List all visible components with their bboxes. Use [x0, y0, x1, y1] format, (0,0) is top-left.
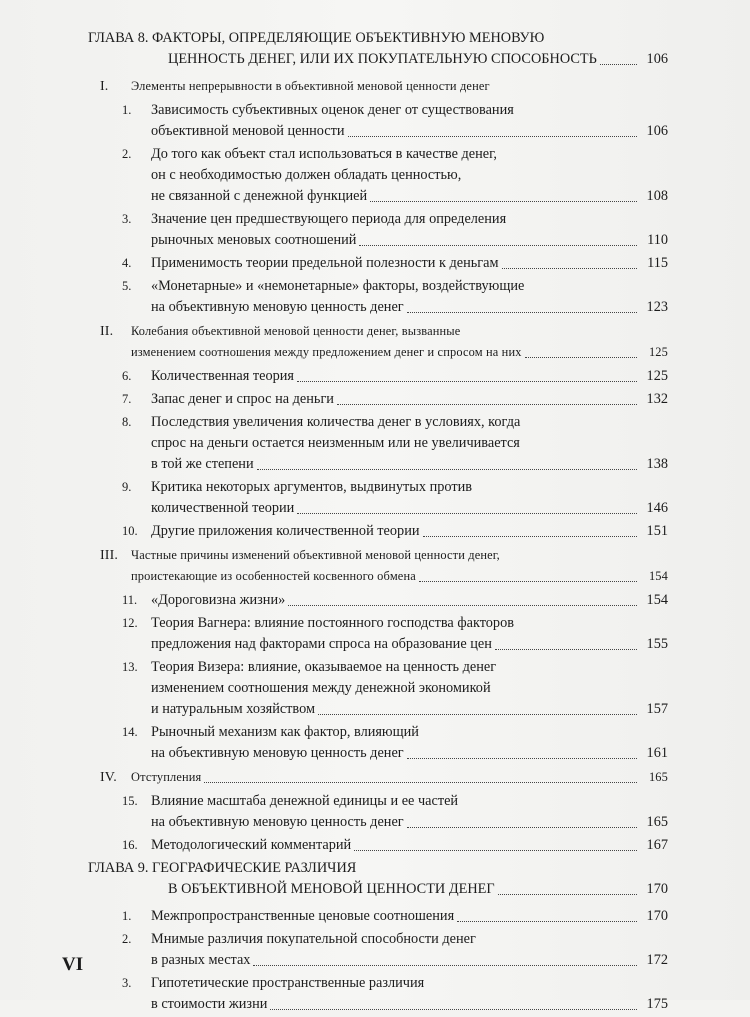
- subsection-title-text: объективной меновой ценности: [151, 123, 345, 139]
- subsection-page-number: 151: [646, 523, 668, 539]
- subsection-title-text: Влияние масштаба денежной единицы и ее частей: [151, 793, 459, 809]
- subsection-title-text: Методологический комментарий: [151, 837, 352, 853]
- subsection-line: [88, 929, 668, 950]
- subsection-line: [88, 230, 668, 251]
- subsection-line: [88, 634, 668, 655]
- subsection-title-text: рыночных меновых соотношений: [151, 232, 357, 248]
- subsection-number: 3.: [122, 212, 132, 226]
- subsection-line: [88, 743, 668, 764]
- subsection-title-text: Значение цен предшествующего периода для определения: [151, 211, 507, 227]
- dot-leader: [204, 782, 637, 783]
- chapter-entry: [88, 28, 668, 70]
- subsection-page-number: 123: [646, 299, 668, 315]
- subsection-page-number: 170: [646, 908, 668, 924]
- subsection-title-text: Применимость теории предельной полезности к деньгам: [151, 255, 499, 271]
- chapter-line: [88, 28, 668, 49]
- subsection-line: [88, 521, 668, 542]
- subsection-line: [88, 412, 668, 433]
- subsection-title-text: Запас денег и спрос на деньги: [151, 391, 334, 407]
- subsection-title-text: «Дороговизна жизни»: [151, 592, 286, 608]
- subsection-entry: [88, 412, 668, 475]
- section-title-text: Отступления: [131, 770, 202, 784]
- subsection-number: 7.: [122, 392, 132, 406]
- section-line: [88, 321, 668, 342]
- subsection-page-number: 108: [646, 188, 668, 204]
- subsection-title-text: количественной теории: [151, 500, 295, 516]
- subsection-line: [88, 209, 668, 230]
- dot-leader: [600, 64, 637, 65]
- section-entry: [88, 545, 668, 587]
- subsection-page-number: 110: [647, 232, 668, 248]
- subsection-line: [88, 165, 668, 186]
- dot-leader: [257, 469, 637, 470]
- subsection-line: [88, 906, 668, 927]
- subsection-line: [88, 994, 668, 1015]
- subsection-page-number: 175: [646, 996, 668, 1012]
- subsection-title-text: Критика некоторых аргументов, выдвинутых против: [151, 479, 473, 495]
- subsection-line: [88, 835, 668, 856]
- subsection-title-text: Зависимость субъективных оценок денег от существования: [151, 102, 514, 118]
- chapter-page-number: 170: [646, 881, 668, 897]
- subsection-line: [88, 791, 668, 812]
- subsection-number: 3.: [122, 976, 132, 990]
- subsection-entry: [88, 253, 668, 274]
- subsection-entry: [88, 906, 668, 927]
- dot-leader: [359, 245, 637, 246]
- subsection-title-text: на объективную меновую ценность денег: [151, 745, 404, 761]
- subsection-title-text: Рыночный механизм как фактор, влияющий: [151, 724, 419, 740]
- subsection-title-text: предложения над факторами спроса на образование цен: [151, 636, 492, 652]
- subsection-line: [88, 389, 668, 410]
- subsection-title-text: на объективную меновую ценность денег: [151, 299, 404, 315]
- subsection-page-number: 138: [646, 456, 668, 472]
- dot-leader: [407, 827, 637, 828]
- section-line: [88, 566, 668, 587]
- subsection-page-number: 106: [646, 123, 668, 139]
- subsection-line: [88, 297, 668, 318]
- section-number: II.: [100, 324, 114, 339]
- subsection-number: 8.: [122, 415, 132, 429]
- subsection-title-text: «Монетарные» и «немонетарные» факторы, воздействующие: [151, 278, 525, 294]
- subsection-number: 5.: [122, 279, 132, 293]
- subsection-number: 2.: [122, 147, 132, 161]
- subsection-number: 2.: [122, 932, 132, 946]
- subsection-entry: [88, 791, 668, 833]
- subsection-entry: [88, 657, 668, 720]
- section-entry: [88, 76, 668, 97]
- subsection-page-number: 132: [646, 391, 668, 407]
- subsection-entry: [88, 613, 668, 655]
- subsection-page-number: 157: [646, 701, 668, 717]
- subsection-entry: [88, 276, 668, 318]
- subsection-line: [88, 699, 668, 720]
- subsection-line: [88, 722, 668, 743]
- subsection-entry: [88, 477, 668, 519]
- subsection-entry: [88, 722, 668, 764]
- subsection-title-text: спрос на деньги остается неизменным или не увеличивается: [151, 435, 520, 451]
- subsection-line: [88, 678, 668, 699]
- section-line: [88, 342, 668, 363]
- subsection-number: 6.: [122, 369, 132, 383]
- subsection-entry: [88, 100, 668, 142]
- subsection-page-number: 154: [646, 592, 668, 608]
- section-title-text: Элементы непрерывности в объективной меновой ценности денег: [131, 79, 490, 93]
- subsection-number: 10.: [122, 524, 138, 538]
- subsection-number: 1.: [122, 103, 132, 117]
- subsection-line: [88, 477, 668, 498]
- subsection-entry: [88, 209, 668, 251]
- subsection-title-text: Гипотетические пространственные различия: [151, 975, 425, 991]
- subsection-page-number: 146: [646, 500, 668, 516]
- subsection-number: 14.: [122, 725, 138, 739]
- subsection-line: [88, 186, 668, 207]
- subsection-line: [88, 950, 668, 971]
- dot-leader: [297, 381, 637, 382]
- section-title-text: проистекающие из особенностей косвенного обмена: [131, 569, 416, 583]
- subsection-line: [88, 366, 668, 387]
- subsection-line: [88, 121, 668, 142]
- section-entry: [88, 767, 668, 788]
- subsection-title-text: не связанной с денежной функцией: [151, 188, 368, 204]
- chapter-page-number: 106: [646, 51, 668, 67]
- subsection-page-number: 172: [646, 952, 668, 968]
- section-entry: [88, 321, 668, 363]
- subsection-page-number: 165: [646, 814, 668, 830]
- subsection-number: 16.: [122, 838, 138, 852]
- subsection-title-text: в разных местах: [151, 952, 251, 968]
- subsection-title-text: Межпропространственные ценовые соотношения: [151, 908, 455, 924]
- subsection-title-text: Последствия увеличения количества денег в условиях, когда: [151, 414, 521, 430]
- table-of-contents: [88, 28, 668, 1017]
- subsection-number: 12.: [122, 616, 138, 630]
- section-title-text: Колебания объективной меновой ценности денег, вызванные: [131, 324, 461, 338]
- dot-leader: [288, 605, 637, 606]
- chapter-title-text: ЦЕННОСТЬ ДЕНЕГ, ИЛИ ИХ ПОКУПАТЕЛЬНУЮ СПОСОБНОСТЬ: [168, 51, 597, 67]
- dot-leader: [318, 714, 637, 715]
- section-line: [88, 767, 668, 788]
- subsection-number: 11.: [122, 593, 138, 607]
- dot-leader: [525, 357, 637, 358]
- section-number: IV.: [100, 770, 117, 785]
- section-page-number: 165: [648, 770, 668, 784]
- subsection-title-text: и натуральным хозяйством: [151, 701, 316, 717]
- subsection-number: 13.: [122, 660, 138, 674]
- subsection-number: 1.: [122, 909, 132, 923]
- chapter-title-text: ГЛАВА 8. ФАКТОРЫ, ОПРЕДЕЛЯЮЩИЕ ОБЪЕКТИВНУЮ МЕНОВУЮ: [88, 30, 545, 46]
- chapter-line: [88, 879, 668, 900]
- subsection-number: 9.: [122, 480, 132, 494]
- subsection-entry: [88, 929, 668, 971]
- subsection-line: [88, 657, 668, 678]
- subsection-line: [88, 590, 668, 611]
- dot-leader: [337, 404, 637, 405]
- subsection-entry: [88, 144, 668, 207]
- chapter-line: [88, 49, 668, 70]
- subsection-line: [88, 498, 668, 519]
- page-number-footer: VI: [62, 954, 84, 975]
- section-title-text: Частные причины изменений объективной меновой ценности денег,: [131, 548, 500, 562]
- subsection-title-text: в стоимости жизни: [151, 996, 268, 1012]
- section-line: [88, 76, 668, 97]
- dot-leader: [354, 850, 637, 851]
- section-number: I.: [100, 79, 109, 94]
- subsection-title-text: изменением соотношения между денежной экономикой: [151, 680, 491, 696]
- subsection-entry: [88, 590, 668, 611]
- subsection-line: [88, 973, 668, 994]
- subsection-line: [88, 812, 668, 833]
- dot-leader: [253, 965, 637, 966]
- subsection-page-number: 167: [646, 837, 668, 853]
- subsection-page-number: 155: [646, 636, 668, 652]
- subsection-title-text: Мнимые различия покупательной способности денег: [151, 931, 476, 947]
- dot-leader: [370, 201, 637, 202]
- subsection-entry: [88, 389, 668, 410]
- dot-leader: [407, 758, 637, 759]
- section-page-number: 125: [648, 345, 668, 359]
- subsection-number: 4.: [122, 256, 132, 270]
- dot-leader: [407, 312, 637, 313]
- subsection-page-number: 125: [646, 368, 668, 384]
- dot-leader: [495, 649, 637, 650]
- section-line: [88, 545, 668, 566]
- subsection-entry: [88, 521, 668, 542]
- subsection-line: [88, 276, 668, 297]
- section-title-text: изменением соотношения между предложением денег и спросом на них: [131, 345, 522, 359]
- section-number: III.: [100, 548, 119, 563]
- dot-leader: [423, 536, 638, 537]
- subsection-title-text: Другие приложения количественной теории: [151, 523, 420, 539]
- chapter-line: [88, 858, 668, 879]
- section-page-number: 154: [648, 569, 668, 583]
- subsection-entry: [88, 835, 668, 856]
- subsection-title-text: на объективную меновую ценность денег: [151, 814, 404, 830]
- subsection-line: [88, 454, 668, 475]
- subsection-line: [88, 253, 668, 274]
- subsection-line: [88, 100, 668, 121]
- dot-leader: [498, 894, 637, 895]
- dot-leader: [348, 136, 637, 137]
- dot-leader: [270, 1009, 637, 1010]
- dot-leader: [297, 513, 637, 514]
- dot-leader: [457, 921, 637, 922]
- subsection-line: [88, 433, 668, 454]
- subsection-title-text: До того как объект стал использоваться в качестве денег,: [151, 146, 497, 162]
- subsection-title-text: Теория Визера: влияние, оказываемое на ценность денег: [151, 659, 497, 675]
- chapter-title-text: В ОБЪЕКТИВНОЙ МЕНОВОЙ ЦЕННОСТИ ДЕНЕГ: [168, 881, 495, 897]
- subsection-title-text: Количественная теория: [151, 368, 294, 384]
- subsection-title-text: в той же степени: [151, 456, 254, 472]
- subsection-number: 15.: [122, 794, 138, 808]
- subsection-page-number: 115: [647, 255, 668, 271]
- subsection-line: [88, 613, 668, 634]
- subsection-page-number: 161: [646, 745, 668, 761]
- subsection-title-text: Теория Вагнера: влияние постоянного господства факторов: [151, 615, 514, 631]
- chapter-title-text: ГЛАВА 9. ГЕОГРАФИЧЕСКИЕ РАЗЛИЧИЯ: [88, 860, 357, 876]
- dot-leader: [502, 268, 637, 269]
- subsection-line: [88, 144, 668, 165]
- subsection-entry: [88, 366, 668, 387]
- chapter-entry: [88, 858, 668, 900]
- dot-leader: [419, 581, 637, 582]
- subsection-entry: [88, 973, 668, 1015]
- subsection-title-text: он с необходимостью должен обладать ценностью,: [151, 167, 462, 183]
